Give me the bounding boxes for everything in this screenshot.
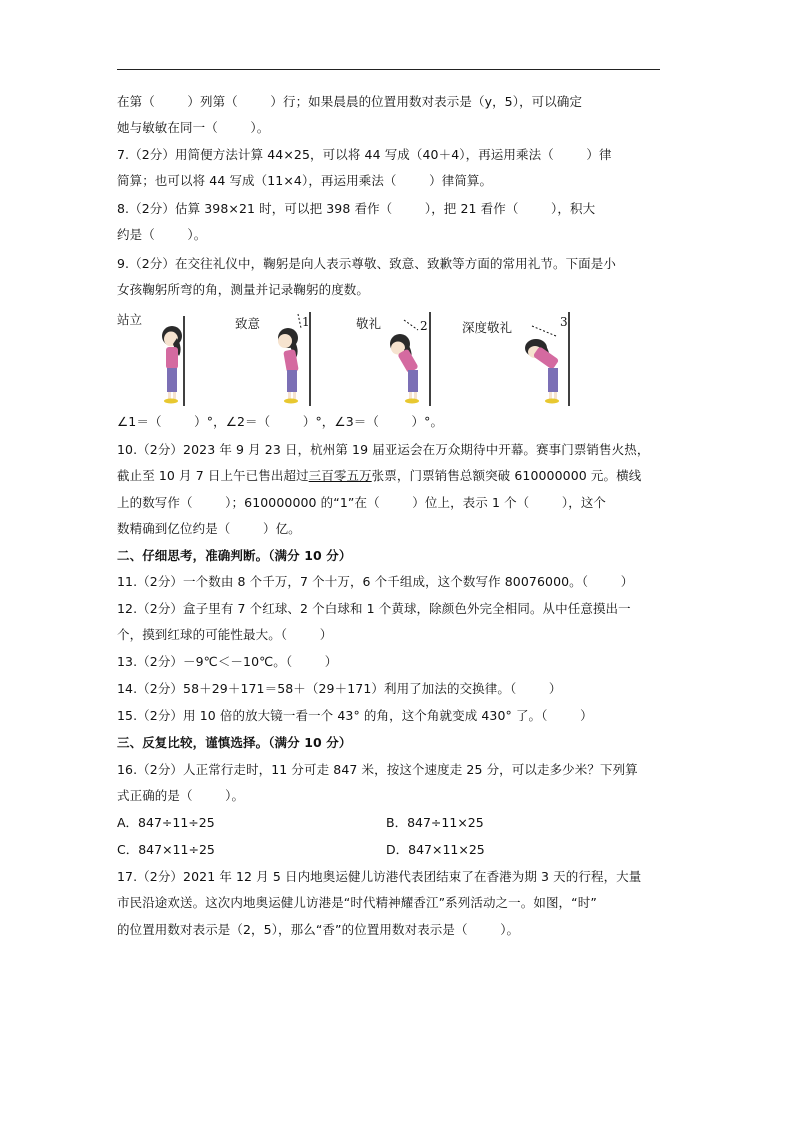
q10-line2-after: 张票，门票销售总额突破 610000000 元。横线 bbox=[371, 468, 642, 483]
q17-line1: 17.（2分）2021 年 12 月 5 日内地奥运健儿访港代表团结束了在香港为期 3 天的行程，大量 bbox=[117, 869, 642, 884]
q16-line1: 16.（2分）人正常行走时，11 分可走 847 米，按这个速度走 25 分，可以走多少米？下列算 bbox=[117, 762, 638, 777]
q10-line1: 10.（2分）2023 年 9 月 23 日，杭州第 19 届亚运会在万众期待中开幕。赛事门票销售火热， bbox=[117, 442, 650, 457]
q10-underlined-number: 三百零五万 bbox=[308, 468, 372, 483]
q11: 11.（2分）一个数由 8 个千万，7 个十万，6 个千组成，这个数写作 80076000。（ ） bbox=[117, 574, 634, 589]
q10-line2-before: 截止至 10 月 7 日上午已售出超过 bbox=[117, 468, 309, 483]
option-d: D．847×11×25 bbox=[386, 842, 485, 857]
section3-heading: 三、反复比较，谨慎选择。（满分 10 分） bbox=[117, 735, 352, 750]
bowing-girl-illustration bbox=[352, 308, 442, 408]
q7-line1: 7.（2分）用简便方法计算 44×25，可以将 44 写成（40＋4），再运用乘法（ ）律 bbox=[117, 147, 612, 162]
standing-girl-illustration bbox=[117, 308, 197, 408]
figure-label: 致意 bbox=[235, 316, 261, 331]
option-b: B．847÷11×25 bbox=[386, 815, 484, 830]
q9-line2: 女孩鞠躬所弯的角，测量并记录鞠躬的度数。 bbox=[117, 282, 370, 297]
figure-label: 深度敬礼 bbox=[462, 320, 513, 335]
q10-line4: 数精确到亿位约是（ ）亿。 bbox=[117, 521, 301, 536]
option-c: C．847×11÷25 bbox=[117, 842, 215, 857]
q9-answer-line: ∠1＝（ ）°，∠2＝（ ）°，∠3＝（ ）°。 bbox=[117, 414, 444, 429]
q15: 15.（2分）用 10 倍的放大镜一看一个 43° 的角，这个角就变成 430° 了。（ ） bbox=[117, 708, 593, 723]
header-rule bbox=[117, 69, 660, 70]
bowing-girl-illustration bbox=[232, 308, 322, 408]
angle-mark-2: 2 bbox=[420, 319, 428, 333]
angle-mark-3: 3 bbox=[560, 315, 568, 329]
q17-line2: 市民沿途欢送。这次内地奥运健儿访港是“时代精神耀香江”系列活动之一。如图，“时” bbox=[117, 895, 597, 910]
q8-line2: 约是（ ）。 bbox=[117, 227, 207, 242]
q12-line1: 12.（2分）盒子里有 7 个红球、2 个白球和 1 个黄球，除颜色外完全相同。从中任意摸出一 bbox=[117, 601, 631, 616]
q14: 14.（2分）58＋29＋171＝58＋（29＋171）利用了加法的交换律。（ ） bbox=[117, 681, 562, 696]
figure-label: 敬礼 bbox=[356, 316, 382, 331]
q6-line2: 她与敏敏在同一（ ）。 bbox=[117, 120, 270, 135]
q10-line3: 上的数写作（ ）；610000000 的“1”在（ ）位上，表示 1 个（ ），这个 bbox=[117, 495, 607, 510]
q17-line3: 的位置用数对表示是（2，5），那么“香”的位置用数对表示是（ ）。 bbox=[117, 922, 520, 937]
q10-line2 bbox=[117, 468, 641, 484]
section2-heading: 二、仔细思考，准确判断。（满分 10 分） bbox=[117, 548, 352, 563]
q13: 13.（2分）－9℃＜－10℃。（ ） bbox=[117, 654, 338, 669]
figure-bow-3 bbox=[462, 308, 582, 408]
figure-label: 站立 bbox=[117, 312, 143, 327]
figure-bow-2 bbox=[352, 308, 442, 408]
option-a: A．847÷11÷25 bbox=[117, 815, 215, 830]
q12-line2: 个，摸到红球的可能性最大。（ ） bbox=[117, 627, 333, 642]
q7-line2: 简算；也可以将 44 写成（11×4），再运用乘法（ ）律简算。 bbox=[117, 173, 493, 188]
q9-line1: 9.（2分）在交往礼仪中，鞠躬是向人表示尊敬、致意、致歉等方面的常用礼节。下面是小 bbox=[117, 256, 616, 271]
figure-bow-1 bbox=[232, 308, 322, 408]
figure-standing bbox=[117, 308, 197, 408]
angle-mark-1: 1 bbox=[302, 315, 310, 329]
q6-line1: 在第（ ）列第（ ）行；如果晨晨的位置用数对表示是（y，5），可以确定 bbox=[117, 94, 583, 109]
bowing-girl-illustration bbox=[462, 308, 582, 408]
q16-line2: 式正确的是（ ）。 bbox=[117, 788, 245, 803]
q8-line1: 8.（2分）估算 398×21 时，可以把 398 看作（ ），把 21 看作（ ），积大 bbox=[117, 201, 596, 216]
